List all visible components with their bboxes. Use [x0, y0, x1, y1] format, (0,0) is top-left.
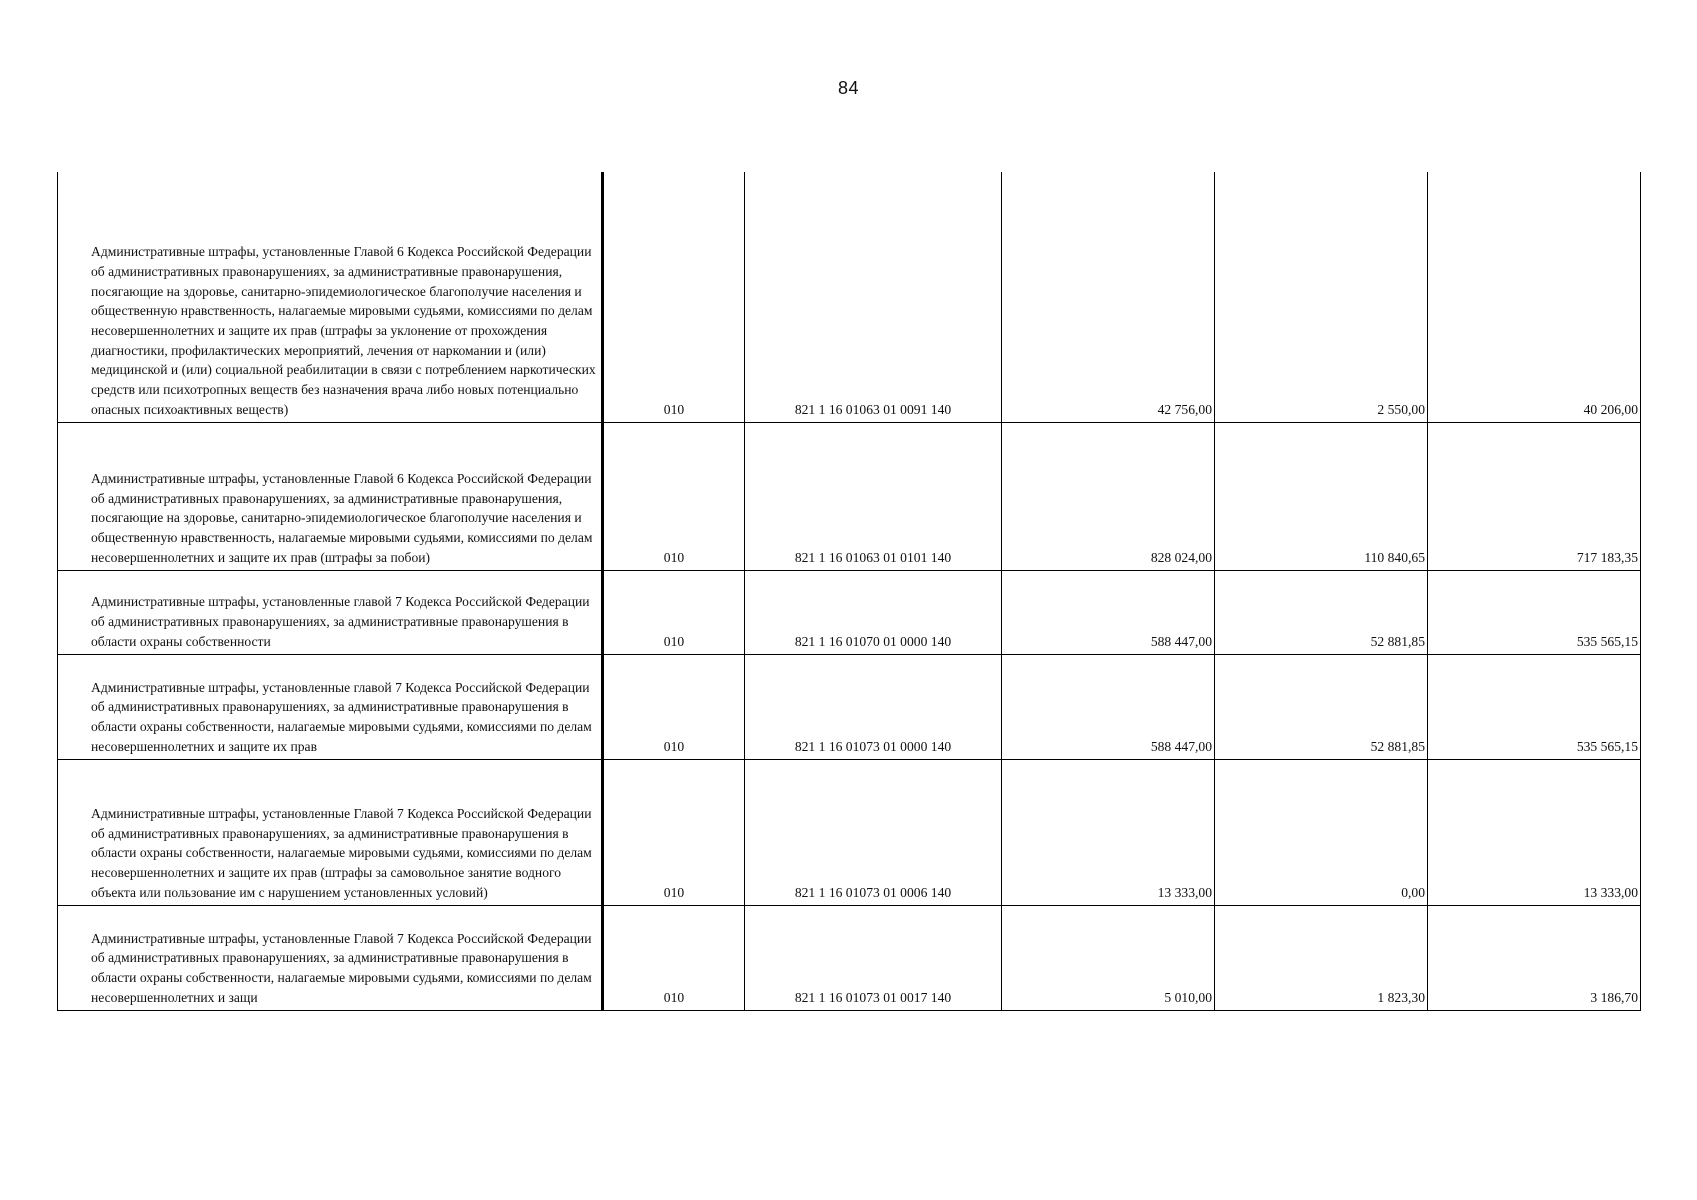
- row-income-code: 821 1 16 01073 01 0017 140: [745, 905, 1002, 1010]
- row-executed-amount: 110 840,65: [1215, 422, 1428, 570]
- row-income-code: 821 1 16 01073 01 0000 140: [745, 654, 1002, 759]
- row-unexecuted-amount: 13 333,00: [1428, 759, 1641, 905]
- row-unexecuted-amount: 535 565,15: [1428, 570, 1641, 654]
- row-line-code: 010: [603, 570, 745, 654]
- row-description: Административные штрафы, установленные Главой 6 Кодекса Российской Федерации об административных правонарушениях, за административные правонарушения, посягающие на здоровье, санитарно-эпидемиологическое благополучие населения и общественную нравственность, налагаемые мировыми судьями, комиссиями по делам несовершеннолетних и защите их прав (штрафы за побои): [58, 422, 603, 570]
- row-income-code: 821 1 16 01070 01 0000 140: [745, 570, 1002, 654]
- table-row: [58, 570, 1641, 654]
- row-line-code: 010: [603, 654, 745, 759]
- row-income-code: 821 1 16 01073 01 0006 140: [745, 759, 1002, 905]
- table-row: [58, 654, 1641, 759]
- row-description: Административные штрафы, установленные главой 7 Кодекса Российской Федерации об административных правонарушениях, за административные правонарушения в области охраны собственности: [58, 570, 603, 654]
- table-row: [58, 422, 1641, 570]
- row-description: Административные штрафы, установленные Главой 7 Кодекса Российской Федерации об административных правонарушениях, за административные правонарушения в области охраны собственности, налагаемые мировыми судьями, комиссиями по делам несовершеннолетних и защи: [58, 905, 603, 1010]
- row-unexecuted-amount: 535 565,15: [1428, 654, 1641, 759]
- row-line-code: 010: [603, 172, 745, 422]
- row-description: Административные штрафы, установленные главой 7 Кодекса Российской Федерации об административных правонарушениях, за административные правонарушения в области охраны собственности, налагаемые мировыми судьями, комиссиями по делам несовершеннолетних и защите их прав: [58, 654, 603, 759]
- table-row: [58, 905, 1641, 1010]
- row-unexecuted-amount: 717 183,35: [1428, 422, 1641, 570]
- table-row: [58, 759, 1641, 905]
- row-executed-amount: 52 881,85: [1215, 570, 1428, 654]
- row-executed-amount: 1 823,30: [1215, 905, 1428, 1010]
- row-executed-amount: 0,00: [1215, 759, 1428, 905]
- row-approved-amount: 42 756,00: [1002, 172, 1215, 422]
- row-approved-amount: 5 010,00: [1002, 905, 1215, 1010]
- page-number: 84: [837, 78, 860, 98]
- row-executed-amount: 52 881,85: [1215, 654, 1428, 759]
- row-executed-amount: 2 550,00: [1215, 172, 1428, 422]
- row-line-code: 010: [603, 422, 745, 570]
- row-unexecuted-amount: 40 206,00: [1428, 172, 1641, 422]
- row-unexecuted-amount: 3 186,70: [1428, 905, 1641, 1010]
- row-income-code: 821 1 16 01063 01 0101 140: [745, 422, 1002, 570]
- row-approved-amount: 13 333,00: [1002, 759, 1215, 905]
- row-approved-amount: 588 447,00: [1002, 654, 1215, 759]
- row-description: Административные штрафы, установленные Главой 7 Кодекса Российской Федерации об административных правонарушениях, за административные правонарушения в области охраны собственности, налагаемые мировыми судьями, комиссиями по делам несовершеннолетних и защите их прав (штрафы за самовольное занятие водного объекта или пользование им с нарушением установленных условий): [58, 759, 603, 905]
- row-approved-amount: 588 447,00: [1002, 570, 1215, 654]
- row-description: Административные штрафы, установленные Главой 6 Кодекса Российской Федерации об административных правонарушениях, за административные правонарушения, посягающие на здоровье, санитарно-эпидемиологическое благополучие населения и общественную нравственность, налагаемые мировыми судьями, комиссиями по делам несовершеннолетних и защите их прав (штрафы за уклонение от прохождения диагностики, профилактических мероприятий, лечения от наркомании и (или) медицинской и (или) социальной реабилитации в связи с потреблением наркотических средств или психотропных веществ без назначения врача либо новых потенциально опасных психоактивных веществ): [58, 172, 603, 422]
- row-line-code: 010: [603, 905, 745, 1010]
- row-income-code: 821 1 16 01063 01 0091 140: [745, 172, 1002, 422]
- income-execution-table: [57, 172, 1641, 1011]
- table-row: [58, 172, 1641, 422]
- row-approved-amount: 828 024,00: [1002, 422, 1215, 570]
- row-line-code: 010: [603, 759, 745, 905]
